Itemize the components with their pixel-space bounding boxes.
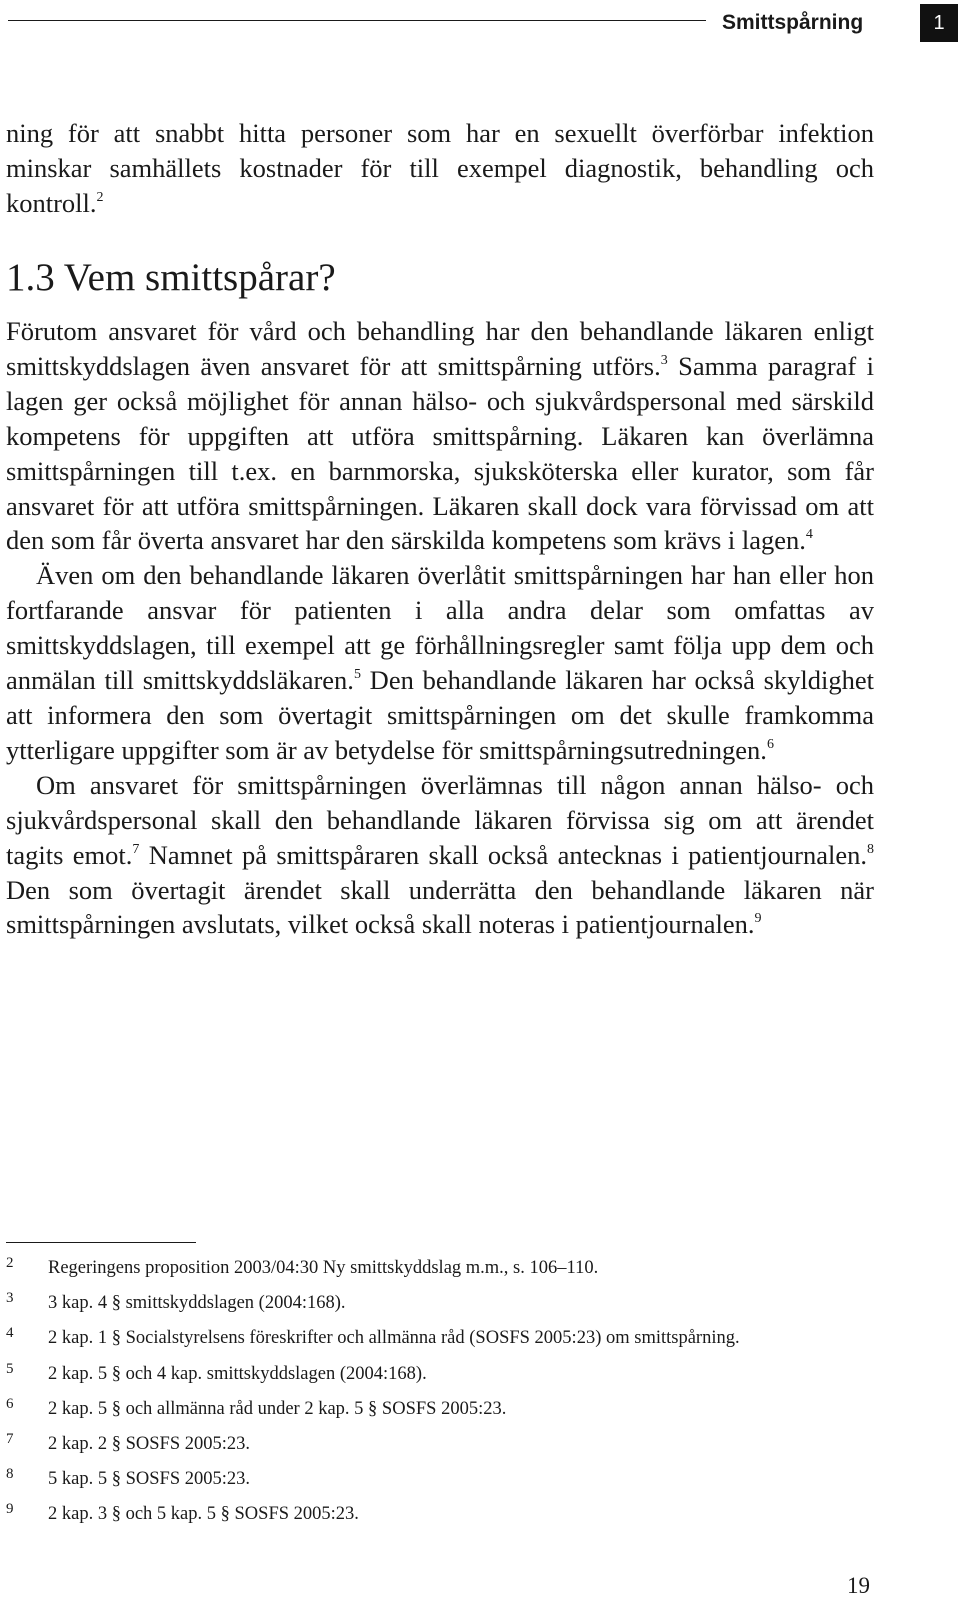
footnote-ref[interactable]: 3	[660, 352, 668, 368]
footnote-ref[interactable]: 6	[766, 736, 774, 752]
paragraph-2-text-b: Den behandlande läkaren har också skyldighet att informera den som övertagit smittspårningen om det skulle framkomma ytterligare uppgifter som är av betydelse för smittspårningsutredningen.	[6, 665, 874, 765]
footnote	[6, 1397, 906, 1432]
footnote-text: 3 kap. 4 § smittskyddslagen (2004:168).	[48, 1293, 346, 1314]
intro-paragraph	[6, 116, 874, 221]
footnote-number: 6	[6, 1395, 14, 1412]
footnote-text: 2 kap. 5 § och 4 kap. smittskyddslagen (2004:168).	[48, 1363, 427, 1384]
paragraph-1	[6, 314, 874, 558]
footnote-ref[interactable]: 8	[867, 841, 874, 857]
footnote-ref[interactable]: 2	[96, 189, 104, 205]
footnote	[6, 1467, 906, 1502]
paragraph-3-text-b: Namnet på smittspåraren skall också antecknas i patientjournalen.	[139, 839, 867, 870]
paragraph-3	[6, 768, 874, 943]
section-heading: 1.3 Vem smittspårar?	[6, 256, 336, 299]
footnote-ref[interactable]: 4	[805, 527, 813, 543]
paragraph-2	[6, 558, 874, 767]
footnote	[6, 1362, 906, 1397]
paragraph-1-text-b: Samma paragraf i lagen ger också möjlighet för annan hälso- och sjukvårdspersonal med särskild kompetens för uppgiften att utföra smittspårning. Läkaren kan överlämna smittspårningen till t.ex. en barnmorska, sjuksköterska eller kurator, som får ansvaret för att utföra smittspårningen. Läkaren skall dock vara förvissad om att den som får överta ansvaret har den särskilda kompetens som krävs i lagen.	[6, 350, 874, 556]
paragraph-1-text-a: Förutom ansvaret för vård och behandling har den behandlande läkaren enligt smittskyddslagen även ansvaret för att smittspårning utförs.	[6, 316, 874, 381]
page-number: 19	[847, 1573, 870, 1598]
paragraph-2-text-a: Även om den behandlande läkaren överlåtit smittspårningen har han eller hon fortfarande ansvar för patienten i alla andra delar som omfattas av smittskyddslagen, till exempel att ge förhållningsregler samt följa upp dem och anmälan till smittskyddsläkaren.	[6, 560, 874, 696]
running-title: Smittspårning	[722, 11, 864, 34]
footnote-number: 5	[6, 1360, 14, 1377]
footnote-number: 7	[6, 1430, 14, 1447]
footnote-text: 2 kap. 3 § och 5 kap. 5 § SOSFS 2005:23.	[48, 1504, 359, 1525]
paragraph-3-text-a: Om ansvaret för smittspårningen överlämnas till någon annan hälso- och sjukvårdspersonal skall den behandlande läkaren förvissa sig om att ärendet tagits emot.	[6, 769, 874, 870]
intro-text: ning för att snabbt hitta personer som har en sexuellt överförbar infektion minskar samhällets kostnader för till exempel diagnostik, behandling och kontroll.	[6, 118, 874, 218]
footnote-list	[6, 1256, 906, 1538]
header-rule	[8, 20, 706, 21]
footnote-ref[interactable]: 7	[132, 841, 140, 857]
chapter-number-badge: 1	[920, 4, 958, 42]
footnote-number: 2	[6, 1255, 14, 1271]
footnote-text: 2 kap. 1 § Socialstyrelsens föreskrifter och allmänna råd (SOSFS 2005:23) om smittspårning.	[48, 1328, 740, 1349]
footnote-text: 2 kap. 2 § SOSFS 2005:23.	[48, 1433, 250, 1454]
footnote	[6, 1326, 906, 1361]
footnote-ref[interactable]: 5	[353, 667, 361, 683]
paragraph-3-text-c: Den som övertagit ärendet skall underrätta den behandlande läkaren när smittspårningen avslutats, vilket också skall noteras i patientjournalen.	[6, 874, 874, 940]
footnote	[6, 1502, 906, 1537]
footnote-separator	[6, 1242, 196, 1243]
footnote-number: 8	[6, 1466, 14, 1483]
footnote-number: 3	[6, 1290, 14, 1307]
footnote-ref[interactable]: 9	[754, 911, 762, 927]
footnote-text: 2 kap. 5 § och allmänna råd under 2 kap. 5 § SOSFS 2005:23.	[48, 1398, 507, 1419]
section-body	[6, 314, 874, 942]
footnote-number: 4	[6, 1325, 14, 1342]
footnote	[6, 1432, 906, 1467]
footnote-text: Regeringens proposition 2003/04:30 Ny smittskyddslag m.m., s. 106–110.	[48, 1258, 599, 1278]
footnote	[6, 1291, 906, 1326]
footnote	[6, 1256, 906, 1291]
footnote-number: 9	[6, 1501, 14, 1518]
footnote-text: 5 kap. 5 § SOSFS 2005:23.	[48, 1469, 250, 1490]
